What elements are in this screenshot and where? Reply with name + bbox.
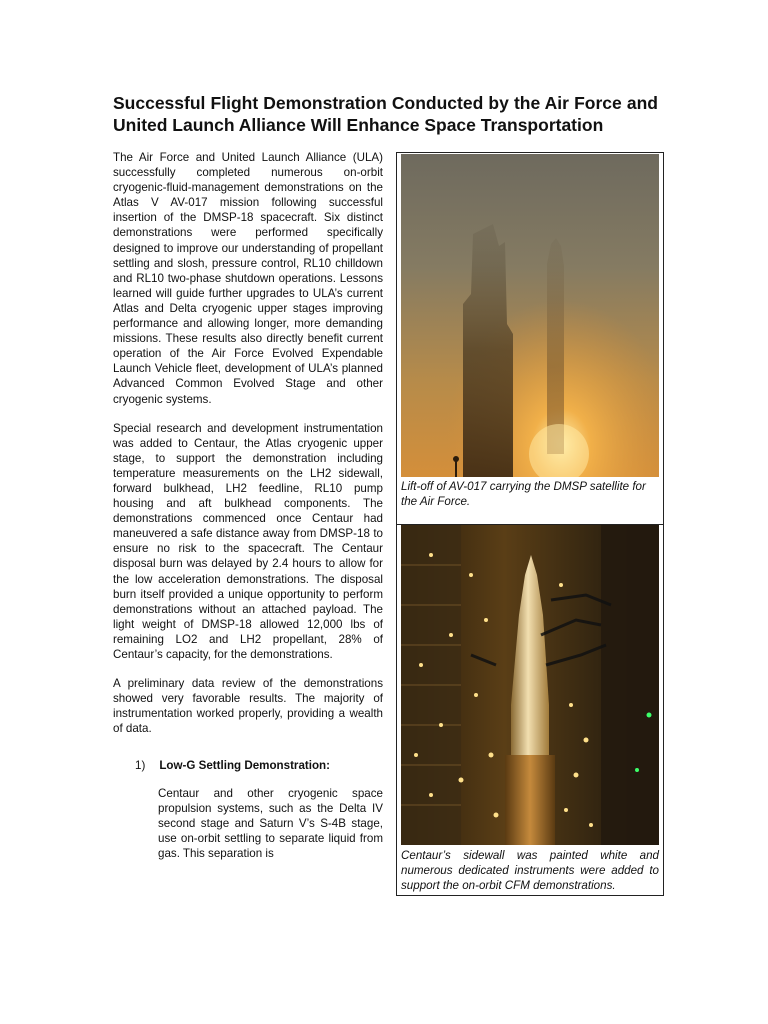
section-number: 1) (135, 759, 146, 773)
figure-caption: Centaur’s sidewall was painted white and numerous dedicated instruments were added to support the on-orbit CFM demonstrations. (401, 849, 659, 892)
section-heading (135, 758, 383, 773)
liftoff-photo (401, 154, 659, 477)
page-title: Successful Flight Demonstration Conducted by the Air Force and United Launch Alliance Will Enhance Space Transportation (113, 93, 658, 135)
body-text-column (113, 150, 383, 875)
figure-liftoff (396, 152, 664, 525)
paragraph-results: A preliminary data review of the demonstrations showed very favorable results. The majority of instrumentation worked properly, providing a wealth of data. (113, 677, 383, 736)
paragraph-intro: The Air Force and United Launch Alliance (ULA) successfully completed numerous on-orbit cryogenic-fluid-management demonstrations on the Atlas V AV-017 mission following successful insertion of the DMSP-18 spacecraft. Six distinct demonstrations were performed specifically designed to improve our understanding of propellant settling and slosh, pressure control, RL10 chilldown and RL10 two-phase shutdown operations. Lessons learned will guide further upgrades to ULA’s current Atlas and Delta cryogenic upper stages improving performance and allowing longer, more demanding missions. These results also directly benefit current operation of the Air Force Evolved Expendable Launch Vehicle fleet, development of ULA’s planned Advanced Common Evolved Stage and other cryogenic systems. (113, 151, 383, 406)
paragraph-instrumentation: Special research and development instrumentation was added to Centaur, the Atlas cryogenic upper stage, to support the demonstration including temperature measurements on the LH2 sidewall, forward bulkhead, LH2 feedline, RL10 pump housing and aft bulkhead components. The demonstrations commenced once Centaur had maneuvered a safe distance away from DMSP-18 to ensure no risk to the spacecraft. The Centaur disposal burn was delayed by 2.4 hours to allow for the low acceleration demonstrations. The disposal burn itself provided a unique opportunity to perform demonstrations without an attached payload. The light weight of DMSP-18 allowed 12,000 lbs of remaining LO2 and LH2 propellant, 28% of Centaur’s capacity, for the demonstrations. (113, 421, 383, 661)
section-heading-label: Low-G Settling Demonstration: (159, 759, 330, 773)
centaur-photo (401, 525, 659, 845)
paragraph-settling: Centaur and other cryogenic space propulsion systems, such as the Delta IV second stage and Saturn V’s S-4B stage, use on-orbit settling to separate liquid from gas. This separation is (158, 786, 383, 860)
figure-caption: Lift-off of AV-017 carrying the DMSP satellite for the Air Force. (401, 480, 646, 508)
figure-centaur (396, 524, 664, 896)
